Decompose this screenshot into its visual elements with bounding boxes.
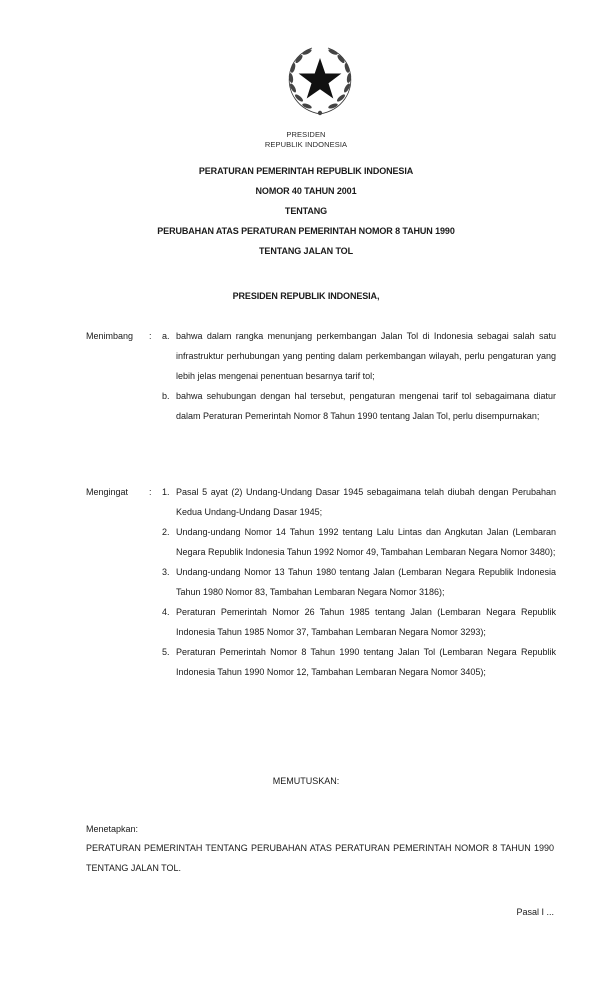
mengingat-item-1 <box>86 482 556 522</box>
item-marker: 2. <box>162 527 170 537</box>
title-subject-2: TENTANG JALAN TOL <box>259 246 353 256</box>
mengingat-colon: : <box>149 487 152 497</box>
title-number: NOMOR 40 TAHUN 2001 <box>255 186 357 196</box>
menetapkan-text: PERATURAN PEMERINTAH TENTANG PERUBAHAN ATAS PERATURAN PEMERINTAH NOMOR 8 TAHUN 1990 TENTANG JALAN TOL. <box>86 843 554 873</box>
item-marker: 3. <box>162 567 170 577</box>
item-marker: b. <box>162 391 170 401</box>
mengingat-item-3 <box>86 562 556 602</box>
office-line-republik: REPUBLIK INDONESIA <box>264 140 348 149</box>
item-text: Peraturan Pemerintah Nomor 8 Tahun 1990 tentang Jalan Tol (Lembaran Negara Republik Indonesia Tahun 1990 Nomor 12, Tambahan Lembaran Negara Nomor 3405); <box>176 647 556 677</box>
mengingat-section <box>86 482 556 682</box>
menimbang-label: Menimbang <box>86 331 134 341</box>
item-text: Undang-undang Nomor 13 Tahun 1980 tentang Jalan (Lembaran Negara Republik Indonesia Tahun 1980 Nomor 83, Tambahan Lembaran Negara Nomor 3186); <box>176 567 556 597</box>
mengingat-item-5 <box>86 642 556 682</box>
item-text: bahwa dalam rangka menunjang perkembangan Jalan Tol di Indonesia sebagai salah satu infrastruktur perhubungan yang penting dalam perkembangan wilayah, perlu pengaturan yang lebih jelas mengenai penentuan besarnya tarif tol; <box>176 331 556 381</box>
continuation-marker: Pasal I ... <box>516 907 554 917</box>
menetapkan-label: Menetapkan: <box>86 824 139 834</box>
item-marker: 4. <box>162 607 170 617</box>
memutuskan-heading: MEMUTUSKAN: <box>272 776 340 786</box>
garuda-star-wreath-emblem-icon <box>280 40 360 120</box>
menimbang-item-b <box>86 386 556 426</box>
item-text: bahwa sehubungan dengan hal tersebut, pengaturan mengenai tarif tol sebagaimana diatur dalam Peraturan Pemerintah Nomor 8 Tahun 1990 tentang Jalan Tol, perlu disempurnakan; <box>176 391 556 421</box>
office-line-presiden: PRESIDEN <box>286 130 326 139</box>
item-text: Undang-undang Nomor 14 Tahun 1992 tentang Lalu Lintas dan Angkutan Jalan (Lembaran Negara Republik Indonesia Tahun 1992 Nomor 49, Tambahan Lembaran Negara Nomor 3480); <box>176 527 556 557</box>
issuer-line: PRESIDEN REPUBLIK INDONESIA, <box>232 291 380 301</box>
item-text: Pasal 5 ayat (2) Undang-Undang Dasar 1945 sebagaimana telah diubah dengan Perubahan Kedua Undang-Undang Dasar 1945; <box>176 487 556 517</box>
menimbang-item-a <box>86 326 556 386</box>
menimbang-colon: : <box>149 331 152 341</box>
item-text: Peraturan Pemerintah Nomor 26 Tahun 1985 tentang Jalan (Lembaran Negara Republik Indonesia Tahun 1985 Nomor 37, Tambahan Lembaran Negara Nomor 3293); <box>176 607 556 637</box>
menimbang-section <box>86 326 556 426</box>
mengingat-item-2 <box>86 522 556 562</box>
mengingat-label: Mengingat <box>86 487 129 497</box>
item-marker: a. <box>162 331 170 341</box>
title-subject: PERUBAHAN ATAS PERATURAN PEMERINTAH NOMOR 8 TAHUN 1990 <box>157 226 455 236</box>
title-tentang: TENTANG <box>284 206 328 216</box>
item-marker: 5. <box>162 647 170 657</box>
title-regulation-type: PERATURAN PEMERINTAH REPUBLIK INDONESIA <box>198 166 414 176</box>
item-marker: 1. <box>162 487 170 497</box>
mengingat-item-4 <box>86 602 556 642</box>
